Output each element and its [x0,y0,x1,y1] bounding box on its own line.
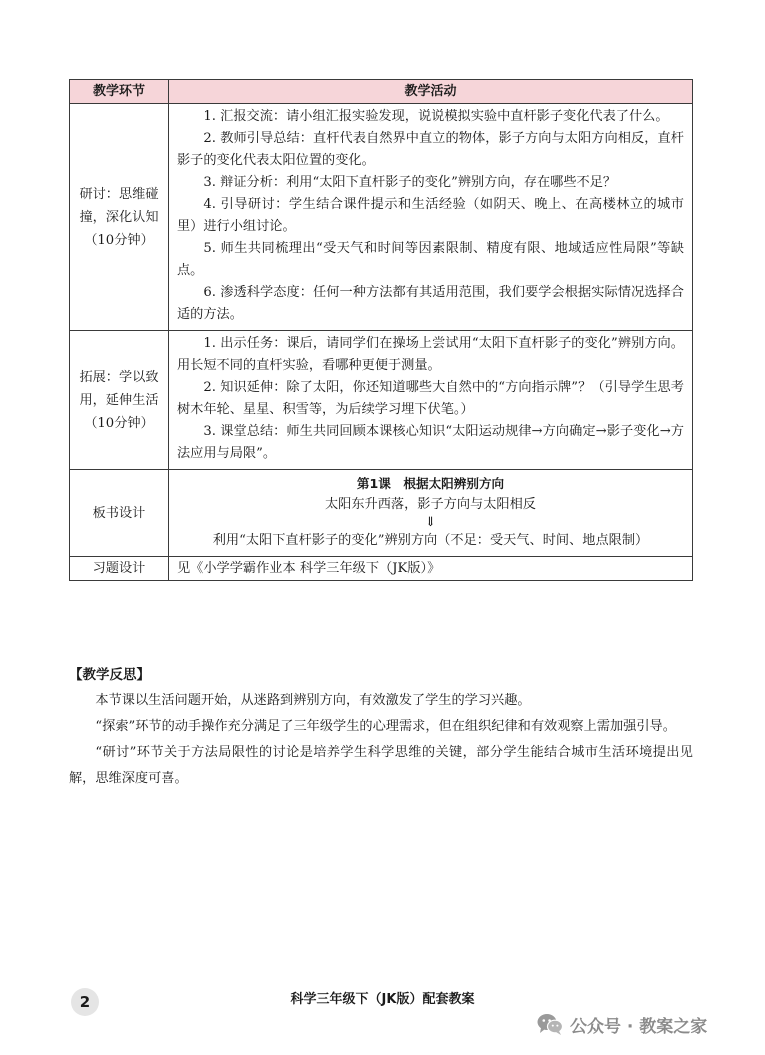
activity-item: 5. 师生共同梳理出“受天气和时间等因素限制、精度有限、地域适应性局限”等缺点。 [177,241,684,278]
lesson-plan-table [69,79,693,581]
reflection-paragraph: “研讨”环节关于方法局限性的讨论是培养学生科学思维的关键，部分学生能结合城市生活环境提出见解，思维深度可喜。 [69,745,693,786]
board-title: 第1课 根据太阳辨别方向 [356,476,505,491]
activity-item: 1. 出示任务：课后，请同学们在操场上尝试用“太阳下直杆影子的变化”辨别方向。用长短不同的直杆实验，看哪种更便于测量。 [177,336,684,373]
down-arrow-icon: ⇓ [425,515,436,530]
watermark-text: 公众号 · 教案之家 [570,1016,708,1037]
table-header-row [70,80,693,104]
activity-item: 6. 渗透科学态度：任何一种方法都有其适用范围，我们要学会根据实际情况选择合适的方法。 [177,285,684,322]
header-stage: 教学环节 [70,80,169,104]
activity-item: 1. 汇报交流：请小组汇报实验发现，说说模拟实验中直杆影子变化代表了什么。 [203,109,669,124]
table-row-discussion [70,104,693,331]
stage-discussion: 研讨：思维碰撞，深化认知（10分钟） [70,104,169,331]
reflection-paragraph: 本节课以生活问题开始，从迷路到辨别方向，有效激发了学生的学习兴趣。 [95,693,531,708]
table-row-exercise [70,557,693,581]
watermark [536,1011,707,1037]
activity-item: 4. 引导研讨：学生结合课件提示和生活经验（如阴天、晚上、在高楼林立的城市里）进行小组讨论。 [177,197,684,234]
stage-exercise: 习题设计 [70,557,169,581]
reflection-paragraph: “探索”环节的动手操作充分满足了三年级学生的心理需求，但在组织纪律和有效观察上需加强引导。 [95,719,676,734]
table-row-extension [70,331,693,470]
header-activity: 教学活动 [169,80,693,104]
activity-item: 3. 课堂总结：师生共同回顾本课核心知识“太阳运动规律→方向确定→影子变化→方法应用与局限”。 [177,424,684,461]
teaching-reflection [69,662,693,792]
reflection-heading: 【教学反思】 [69,667,150,683]
board-design [169,470,693,557]
page-number: 2 [71,988,99,1016]
exercise-text: 见《小学学霸作业本 科学三年级下（JK版）》 [169,557,693,581]
activity-discussion [169,104,693,331]
table-row-board [70,470,693,557]
board-line-2: 利用“太阳下直杆影子的变化”辨别方向（不足：受天气、时间、地点限制） [212,533,649,548]
activity-item: 2. 知识延伸：除了太阳，你还知道哪些大自然中的“方向指示牌”？（引导学生思考树木年轮、星星、积雪等，为后续学习埋下伏笔。） [177,380,684,417]
stage-board: 板书设计 [70,470,169,557]
wechat-icon [536,1012,564,1036]
activity-item: 3. 辩证分析：利用“太阳下直杆影子的变化”辨别方向，存在哪些不足？ [203,175,617,190]
activity-item: 2. 教师引导总结：直杆代表自然界中直立的物体，影子方向与太阳方向相反，直杆影子的变化代表太阳位置的变化。 [177,131,684,168]
activity-extension [169,331,693,470]
board-line-1: 太阳东升西落，影子方向与太阳相反 [325,497,536,512]
footer-title: 科学三年级下（JK版）配套教案 [290,992,475,1007]
stage-extension: 拓展：学以致用，延伸生活（10分钟） [70,331,169,470]
